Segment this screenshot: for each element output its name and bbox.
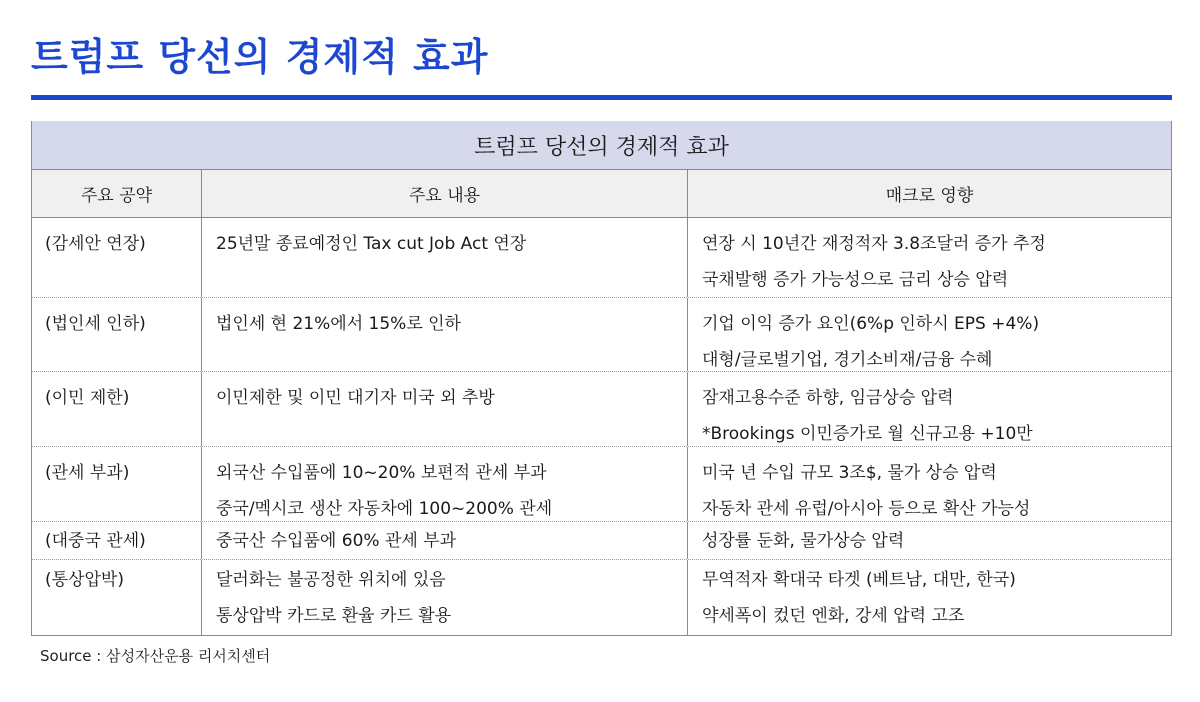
content-line: 이민제한 및 이민 대기자 미국 외 추방 xyxy=(216,388,495,408)
impact-line: 자동차 관세 유럽/아시아 등으로 확산 가능성 xyxy=(702,499,1031,519)
pledge-cell xyxy=(32,218,201,297)
content-cell xyxy=(201,560,687,635)
content-cell xyxy=(201,372,687,446)
impact-line: 국채발행 증가 가능성으로 금리 상승 압력 xyxy=(702,270,1009,290)
content-line: 외국산 수입품에 10~20% 보편적 관세 부과 xyxy=(216,463,547,483)
table-header-row xyxy=(32,170,1171,218)
impact-line: 대형/글로벌기업, 경기소비재/금융 수혜 xyxy=(702,350,993,370)
content-cell xyxy=(201,447,687,521)
content-line: 중국/멕시코 생산 자동차에 100~200% 관세 xyxy=(216,499,553,519)
impact-line: 미국 년 수입 규모 3조$, 물가 상승 압력 xyxy=(702,463,997,483)
pledge-cell xyxy=(32,560,201,635)
impact-line: 성장률 둔화, 물가상승 압력 xyxy=(702,531,905,551)
source-note: Source : 삼성자산운용 리서치센터 xyxy=(40,647,271,665)
pledge-text: (통상압박) xyxy=(45,570,124,590)
content-cell xyxy=(201,218,687,297)
pledge-text: (감세안 연장) xyxy=(45,234,146,254)
content-cell xyxy=(201,522,687,559)
content-line: 25년말 종료예정인 Tax cut Job Act 연장 xyxy=(216,234,527,254)
content-line: 중국산 수입품에 60% 관세 부과 xyxy=(216,531,457,551)
impact-line: 약세폭이 컸던 엔화, 강세 압력 고조 xyxy=(702,606,965,626)
title-divider xyxy=(31,95,1172,100)
header-content: 주요 내용 xyxy=(201,170,687,217)
impact-line: 연장 시 10년간 재정적자 3.8조달러 증가 추정 xyxy=(702,234,1046,254)
impact-line: *Brookings 이민증가로 월 신규고용 +10만 xyxy=(702,424,1033,444)
policy-table xyxy=(31,121,1172,636)
impact-cell xyxy=(687,522,1171,559)
pledge-text: (대중국 관세) xyxy=(45,531,146,551)
impact-cell xyxy=(687,372,1171,446)
pledge-cell xyxy=(32,298,201,371)
table-row xyxy=(32,447,1171,522)
impact-cell xyxy=(687,218,1171,297)
page-title: 트럼프 당선의 경제적 효과 xyxy=(31,35,489,79)
pledge-text: (법인세 인하) xyxy=(45,314,146,334)
impact-line: 무역적자 확대국 타겟 (베트남, 대만, 한국) xyxy=(702,570,1016,590)
pledge-text: (관세 부과) xyxy=(45,463,130,483)
table-row xyxy=(32,522,1171,560)
table-row xyxy=(32,298,1171,372)
impact-line: 기업 이익 증가 요인(6%p 인하시 EPS +4%) xyxy=(702,314,1040,334)
impact-line: 잠재고용수준 하향, 임금상승 압력 xyxy=(702,388,954,408)
pledge-cell xyxy=(32,522,201,559)
header-impact: 매크로 영향 xyxy=(687,170,1171,217)
pledge-cell xyxy=(32,372,201,446)
content-line: 법인세 현 21%에서 15%로 인하 xyxy=(216,314,461,334)
impact-cell xyxy=(687,298,1171,371)
content-line: 통상압박 카드로 환율 카드 활용 xyxy=(216,606,452,626)
table-title: 트럼프 당선의 경제적 효과 xyxy=(32,121,1171,170)
impact-cell xyxy=(687,560,1171,635)
impact-cell xyxy=(687,447,1171,521)
table-row xyxy=(32,218,1171,298)
table-row xyxy=(32,560,1171,635)
pledge-text: (이민 제한) xyxy=(45,388,130,408)
content-line: 달러화는 불공정한 위치에 있음 xyxy=(216,570,446,590)
table-row xyxy=(32,372,1171,447)
pledge-cell xyxy=(32,447,201,521)
header-pledge: 주요 공약 xyxy=(80,186,153,206)
content-cell xyxy=(201,298,687,371)
